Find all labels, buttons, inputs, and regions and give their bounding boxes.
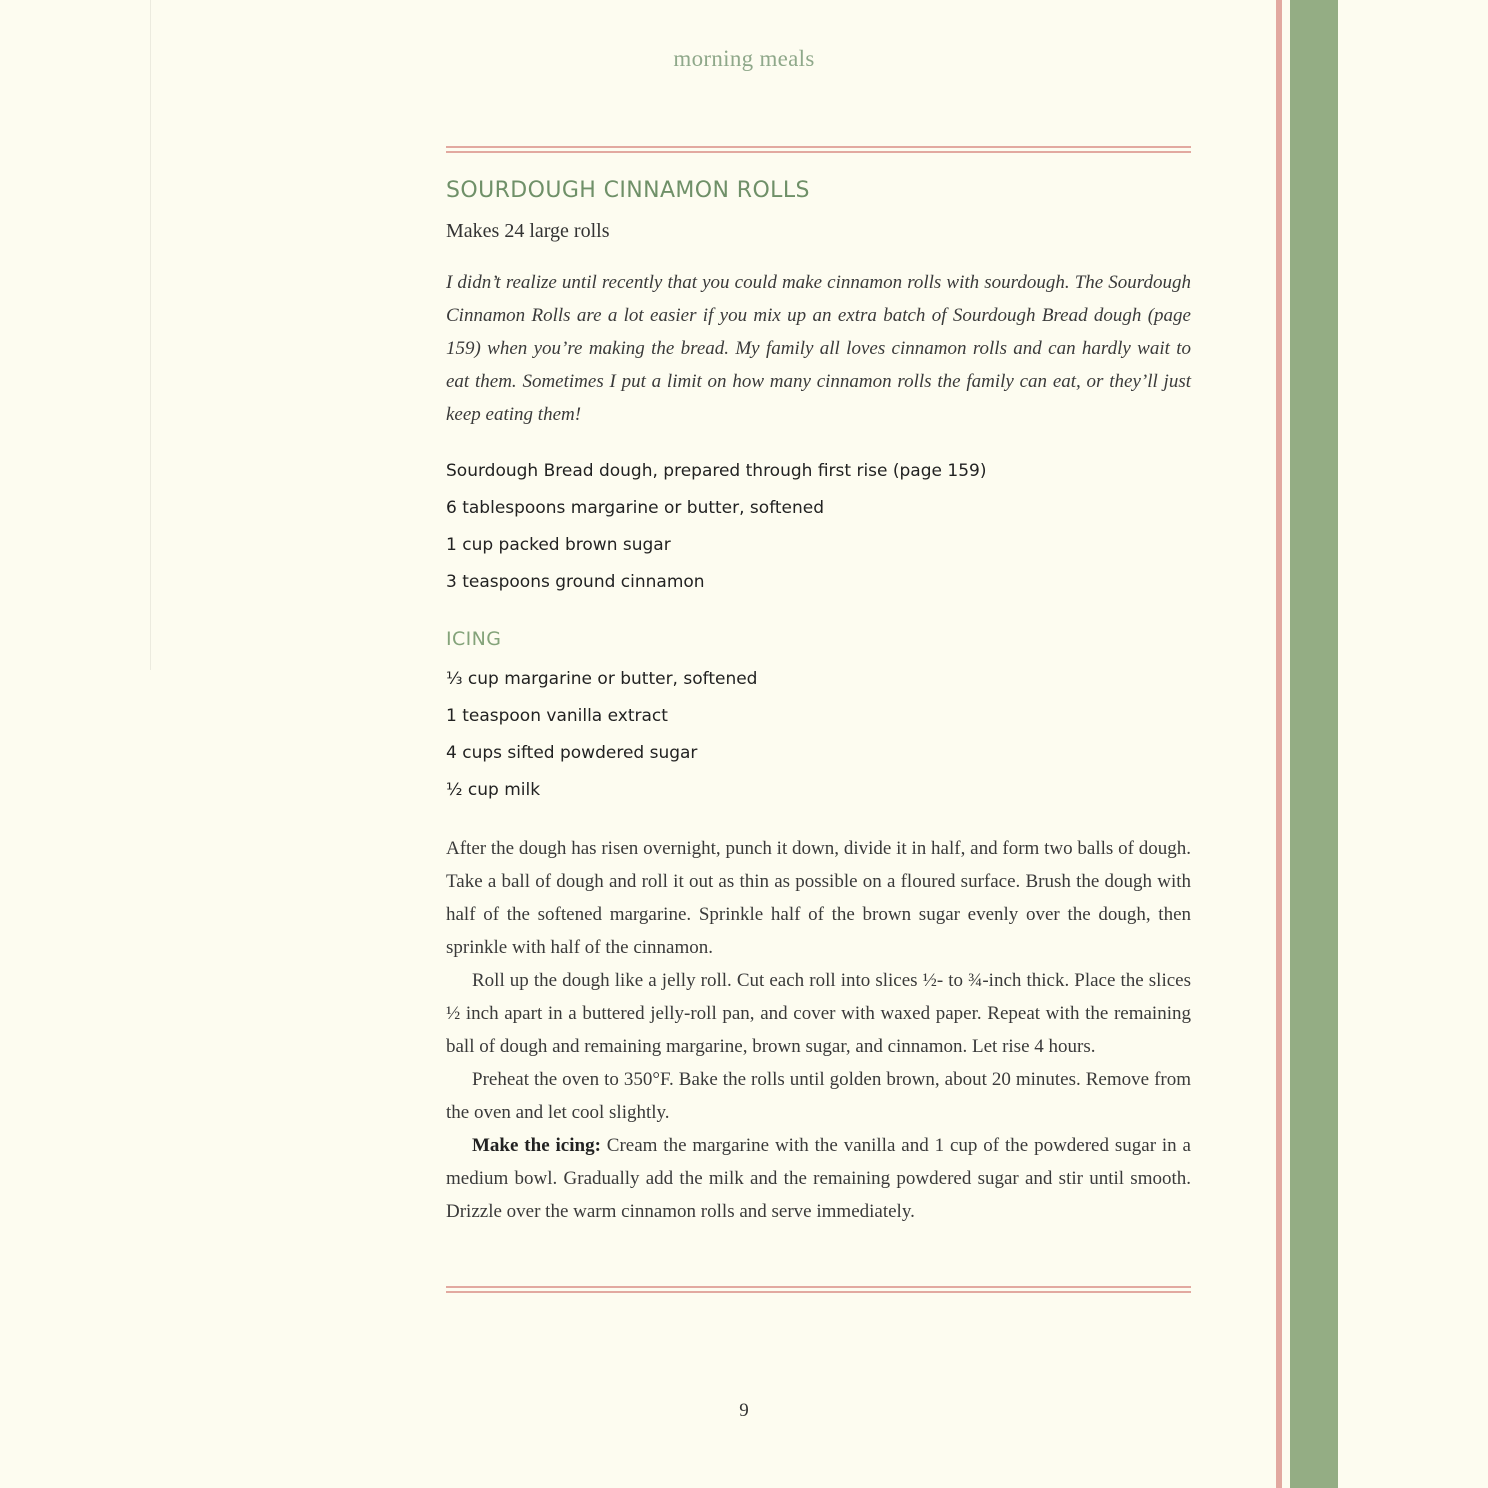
ingredient-item: 1 teaspoon vanilla extract bbox=[446, 706, 668, 726]
method-paragraph: Roll up the dough like a jelly roll. Cut each roll into slices ½- to ¾-inch thick. Place the slices ½ inch apart in a buttered jelly-roll pan, and cover with waxed paper. Repeat with the remaining ball of dough and remaining margarine, brown sugar, and cinnamon. Let rise 4 hours. bbox=[446, 970, 1191, 1057]
ingredient-item: 4 cups sifted powdered sugar bbox=[446, 743, 698, 763]
recipe-intro: I didn’t realize until recently that you could make cinnamon rolls with sourdough. The Sourdough Cinnamon Rolls are a lot easier if you mix up an extra batch of Sourdough Bread dough (page 159) when you’re making the bread. My family all loves cinnamon rolls and can hardly wait to eat them. Sometimes I put a limit on how many cinnamon rolls the family can eat, or they’ll just keep eating them! bbox=[446, 272, 1191, 425]
page-number: 9 bbox=[739, 1400, 749, 1421]
method-paragraph: After the dough has risen overnight, punch it down, divide it in half, and form two balls of dough. Take a ball of dough and roll it out as thin as possible on a floured surface. Brush the dough with half of the softened margarine. Sprinkle half of the brown sugar evenly over the dough, then sprinkle with half of the cinnamon. bbox=[446, 838, 1191, 958]
running-head: morning meals bbox=[673, 46, 815, 71]
ingredient-item: 3 teaspoons ground cinnamon bbox=[446, 572, 705, 592]
page-edge-green-band bbox=[1290, 0, 1338, 1488]
ingredient-item: 6 tablespoons margarine or butter, softened bbox=[446, 498, 825, 518]
method-paragraph bbox=[446, 1129, 1191, 1228]
method-lead-in: Make the icing: bbox=[472, 1135, 601, 1156]
ingredient-item: ½ cup milk bbox=[446, 780, 541, 800]
recipe-yield: Makes 24 large rolls bbox=[446, 220, 610, 242]
recipe-title: SOURDOUGH CINNAMON ROLLS bbox=[446, 178, 810, 203]
ingredient-item: 1 cup packed brown sugar bbox=[446, 535, 671, 555]
top-double-rule bbox=[446, 146, 1191, 148]
method-paragraph-body: Cream the margarine with the vanilla and 1 cup of the powdered sugar in a medium bowl. Gradually add the milk and the remaining powdered sugar and stir until smooth. Drizzle over the warm cinnamon rolls and serve immediately. bbox=[446, 1135, 1191, 1222]
method-paragraph: Preheat the oven to 350°F. Bake the rolls until golden brown, about 20 minutes. Remove from the oven and let cool slightly. bbox=[446, 1069, 1191, 1123]
icing-heading: ICING bbox=[446, 628, 502, 650]
page-edge-pink-stripe bbox=[1276, 0, 1282, 1488]
method-section bbox=[446, 832, 1191, 1228]
icing-ingredient-list bbox=[446, 666, 757, 814]
page-fold-line bbox=[150, 0, 151, 670]
ingredient-item: Sourdough Bread dough, prepared through first rise (page 159) bbox=[446, 461, 987, 481]
ingredient-list bbox=[446, 458, 986, 606]
bottom-double-rule bbox=[446, 1286, 1191, 1288]
ingredient-item: ⅓ cup margarine or butter, softened bbox=[446, 669, 758, 689]
